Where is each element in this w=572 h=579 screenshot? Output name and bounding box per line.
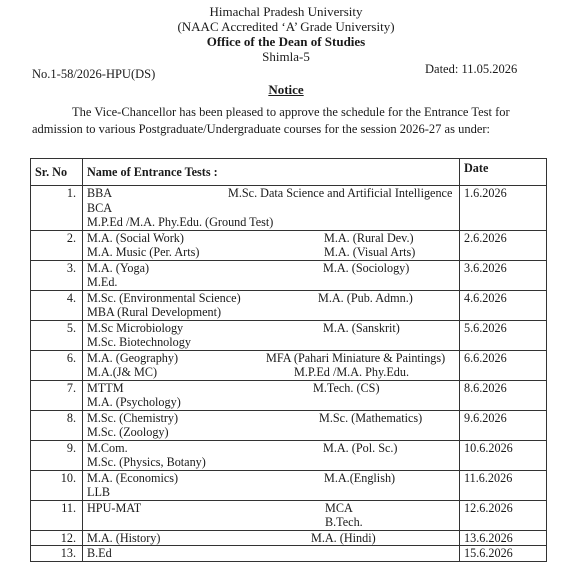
row-date: 3.6.2026 [460, 260, 547, 290]
test-name-right: M.A. (Hindi) [311, 530, 376, 545]
test-name-left: M.A. (Social Work) [87, 230, 184, 245]
row-sr-no: 1. [31, 186, 83, 231]
test-name-right: M.A. (Pol. Sc.) [323, 440, 398, 455]
office-name: Office of the Dean of Studies [206, 34, 366, 49]
test-name-left: M.Sc. Biotechnology [87, 335, 191, 349]
row-test-names [83, 500, 460, 530]
row-test-names [83, 470, 460, 500]
test-names-cell [87, 291, 455, 320]
university-name: Himachal Pradesh University [209, 4, 363, 19]
test-name-left: M.Sc. (Environmental Science) [87, 290, 241, 305]
test-name-left: BBA [87, 186, 113, 200]
test-names-cell [87, 231, 455, 260]
table-body [31, 186, 547, 562]
test-name-right: M.A.(English) [324, 470, 396, 485]
table-header-row [31, 159, 547, 186]
row-sr-no: 10. [31, 470, 83, 500]
row-date: 2.6.2026 [460, 230, 547, 260]
test-names-cell [87, 381, 455, 410]
test-name-left: M.A. Music (Per. Arts) [87, 245, 200, 259]
test-name-right: B.Tech. [325, 515, 363, 529]
table-row [31, 410, 547, 440]
test-name-left: M.Com. [87, 440, 128, 455]
test-name-right: M.A. (Pub. Admn.) [318, 290, 413, 305]
test-name-left: MTTM [87, 380, 124, 395]
test-name-left: M.A. (History) [87, 530, 161, 545]
table-row [31, 290, 547, 320]
row-date: 1.6.2026 [460, 186, 547, 231]
test-name-right: MCA [325, 500, 353, 515]
test-names-cell [87, 411, 455, 440]
test-name-left: HPU-MAT [87, 500, 142, 515]
test-name-left: M.Ed. [87, 275, 118, 289]
test-name-left: M.P.Ed /M.A. Phy.Edu. (Ground Test) [87, 215, 274, 229]
row-sr-no: 12. [31, 530, 83, 546]
table-row [31, 260, 547, 290]
intro-paragraph [32, 104, 552, 138]
row-test-names [83, 530, 460, 546]
test-name-left: M.Sc. (Zoology) [87, 425, 169, 439]
row-date: 11.6.2026 [460, 470, 547, 500]
test-name-right: M.P.Ed /M.A. Phy.Edu. [294, 365, 410, 379]
row-sr-no: 7. [31, 380, 83, 410]
row-date: 12.6.2026 [460, 500, 547, 530]
table-row [31, 380, 547, 410]
notice-title: Notice [268, 82, 304, 97]
test-name-left: MBA (Rural Development) [87, 305, 222, 319]
test-name-right: M.A. (Visual Arts) [324, 245, 416, 259]
row-test-names [83, 350, 460, 380]
test-name-left: BCA [87, 200, 113, 215]
intro-text: The Vice-Chancellor has been pleased to approve the schedule for the Entrance Test for admission to various Postgraduate/Undergraduate courses for the session 2026-27 as under: [32, 105, 510, 136]
test-names-cell [87, 261, 455, 290]
row-date: 8.6.2026 [460, 380, 547, 410]
table-row [31, 500, 547, 530]
test-name-left: M.A. (Geography) [87, 350, 179, 365]
row-sr-no: 6. [31, 350, 83, 380]
test-names-cell [87, 321, 455, 350]
accreditation-line: (NAAC Accredited ‘A’ Grade University) [177, 19, 395, 34]
row-test-names [83, 320, 460, 350]
row-test-names [83, 380, 460, 410]
test-name-left: B.Ed [87, 546, 112, 560]
test-name-left: M.A. (Economics) [87, 470, 179, 485]
row-sr-no: 8. [31, 410, 83, 440]
row-test-names [83, 186, 460, 231]
test-name-left: M.Sc. (Chemistry) [87, 410, 179, 425]
row-sr-no: 3. [31, 260, 83, 290]
test-names-cell [87, 546, 455, 561]
header-date: Date [460, 159, 547, 186]
test-name-right: MFA (Pahari Miniature & Paintings) [266, 350, 446, 365]
test-name-right: M.Tech. (CS) [313, 380, 380, 395]
test-names-cell [87, 441, 455, 470]
row-test-names [83, 260, 460, 290]
table-row [31, 530, 547, 546]
test-name-right: M.A. (Sanskrit) [323, 320, 400, 335]
row-date: 4.6.2026 [460, 290, 547, 320]
row-test-names [83, 410, 460, 440]
office-location: Shimla-5 [262, 49, 310, 64]
header-sr-no: Sr. No [31, 159, 83, 186]
test-names-cell [87, 531, 455, 546]
row-test-names [83, 546, 460, 562]
table-row [31, 546, 547, 562]
test-name-right: M.Sc. Data Science and Artificial Intelligence [228, 186, 453, 200]
table-row [31, 320, 547, 350]
test-names-cell [87, 471, 455, 500]
row-sr-no: 13. [31, 546, 83, 562]
notice-heading [0, 82, 572, 98]
test-name-right: M.A. (Sociology) [323, 260, 410, 275]
row-sr-no: 11. [31, 500, 83, 530]
test-name-left: M.A. (Psychology) [87, 395, 181, 409]
row-test-names [83, 230, 460, 260]
entrance-test-schedule-table [30, 158, 547, 562]
row-test-names [83, 290, 460, 320]
row-test-names [83, 440, 460, 470]
table-row [31, 230, 547, 260]
test-names-cell [87, 351, 455, 380]
row-sr-no: 2. [31, 230, 83, 260]
row-date: 6.6.2026 [460, 350, 547, 380]
test-name-left: M.Sc. (Physics, Botany) [87, 455, 206, 469]
header-test-name: Name of Entrance Tests : [83, 159, 460, 186]
test-name-left: LLB [87, 485, 111, 499]
test-name-left: M.A. (Yoga) [87, 260, 150, 275]
row-date: 13.6.2026 [460, 530, 547, 546]
table-row [31, 470, 547, 500]
test-name-left: M.A.(J& MC) [87, 365, 158, 379]
table-row [31, 186, 547, 231]
table-row [31, 350, 547, 380]
reference-number: No.1-58/2026-HPU(DS) [32, 67, 156, 81]
row-date: 5.6.2026 [460, 320, 547, 350]
test-name-right: M.A. (Rural Dev.) [324, 230, 414, 245]
test-name-left: M.Sc Microbiology [87, 320, 184, 335]
row-sr-no: 4. [31, 290, 83, 320]
test-names-cell [87, 501, 455, 530]
row-date: 15.6.2026 [460, 546, 547, 562]
row-date: 9.6.2026 [460, 410, 547, 440]
test-name-right: M.Sc. (Mathematics) [319, 410, 423, 425]
row-sr-no: 9. [31, 440, 83, 470]
test-name-left [87, 515, 455, 530]
table-row [31, 440, 547, 470]
test-names-cell [87, 186, 455, 230]
row-sr-no: 5. [31, 320, 83, 350]
notice-date: Dated: 11.05.2026 [425, 62, 518, 76]
row-date: 10.6.2026 [460, 440, 547, 470]
